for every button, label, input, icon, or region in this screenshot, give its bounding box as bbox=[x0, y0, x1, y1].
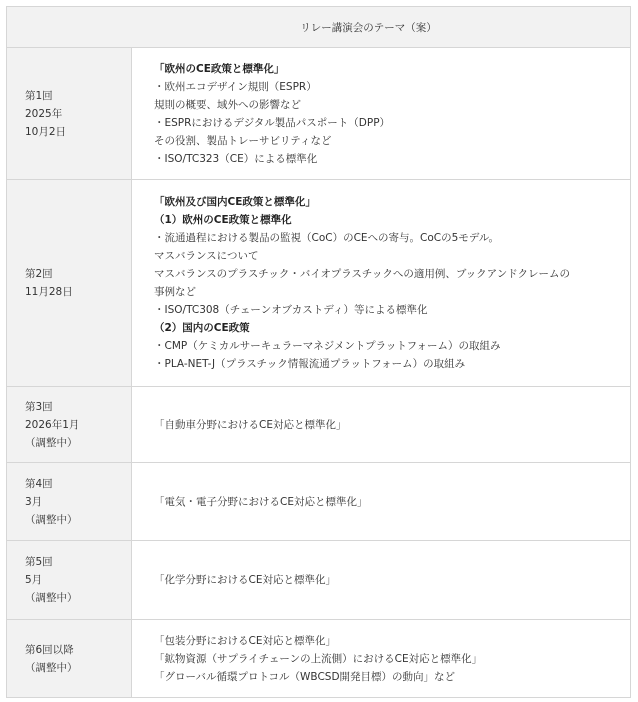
session-date-line: 第4回 bbox=[25, 477, 53, 490]
session-date-line: 第1回 bbox=[25, 89, 53, 102]
session-theme-cell bbox=[132, 463, 631, 541]
session-theme-cell bbox=[132, 541, 631, 620]
theme-text-line: マスバランスについて bbox=[154, 250, 259, 262]
table-row bbox=[7, 387, 631, 463]
theme-heading-line: （1）欧州のCE政策と標準化 bbox=[154, 214, 292, 226]
session-date-cell bbox=[7, 180, 132, 387]
session-date-cell bbox=[7, 48, 132, 180]
table-row bbox=[7, 48, 631, 180]
theme-column-header bbox=[7, 7, 631, 48]
theme-text-line: 「自動車分野におけるCE対応と標準化」 bbox=[154, 418, 347, 431]
theme-heading-line: 「欧州のCE政策と標準化」 bbox=[154, 62, 285, 75]
session-date-line: （調整中） bbox=[25, 661, 78, 674]
session-date-line: 3月 bbox=[25, 495, 43, 508]
session-date-line: 第6回以降 bbox=[25, 643, 74, 656]
session-date-line: 2026年1月 bbox=[25, 418, 80, 431]
session-date-cell bbox=[7, 463, 132, 541]
session-date-line: 11月28日 bbox=[25, 286, 73, 298]
theme-text-line: その役割、製品トレーサビリティなど bbox=[154, 134, 332, 147]
theme-text-line: ・ESPRにおけるデジタル製品パスポート（DPP） bbox=[154, 116, 391, 129]
table-row bbox=[7, 620, 631, 698]
theme-text-line: ・CMP（ケミカルサーキュラーマネジメントプラットフォーム）の取組み bbox=[154, 340, 501, 352]
lecture-schedule-table bbox=[6, 6, 631, 698]
theme-text-line: 「電気・電子分野におけるCE対応と標準化」 bbox=[154, 495, 368, 508]
theme-text-line: ・欧州エコデザイン規則（ESPR） bbox=[154, 80, 317, 93]
session-date-line: 10月2日 bbox=[25, 125, 67, 138]
theme-text-line: 規則の概要、域外への影響など bbox=[154, 98, 301, 111]
session-theme-cell bbox=[132, 180, 631, 387]
theme-column-header-label: リレー講演会のテーマ（案） bbox=[300, 21, 437, 34]
theme-heading-line: 「欧州及び国内CE政策と標準化」 bbox=[154, 196, 316, 208]
table-row bbox=[7, 180, 631, 387]
theme-text-line: 「グローバル循環プロトコル（WBCSD開発目標）の動向」など bbox=[154, 670, 456, 683]
session-date-line: （調整中） bbox=[25, 513, 78, 526]
table-row bbox=[7, 463, 631, 541]
session-date-line: 第3回 bbox=[25, 400, 53, 413]
theme-text-line: マスバランスのプラスチック・バイオプラスチックへの適用例、ブックアンドクレームの bbox=[154, 268, 571, 280]
session-theme-cell bbox=[132, 620, 631, 698]
session-date-cell bbox=[7, 541, 132, 620]
session-date-line: 5月 bbox=[25, 574, 43, 586]
session-date-line: （調整中） bbox=[25, 592, 78, 604]
theme-text-line: 「包装分野におけるCE対応と標準化」 bbox=[154, 634, 336, 647]
theme-text-line: 「化学分野におけるCE対応と標準化」 bbox=[154, 574, 336, 586]
session-theme-cell bbox=[132, 48, 631, 180]
table-row bbox=[7, 541, 631, 620]
session-theme-cell bbox=[132, 387, 631, 463]
table-header-row bbox=[7, 7, 631, 48]
table-body bbox=[7, 48, 631, 698]
session-date-cell bbox=[7, 620, 132, 698]
session-date-line: 2025年 bbox=[25, 107, 63, 120]
theme-text-line: ・ISO/TC308（チェーンオブカストディ）等による標準化 bbox=[154, 304, 428, 316]
session-date-cell bbox=[7, 387, 132, 463]
theme-text-line: ・PLA-NET-J（プラスチック情報流通プラットフォーム）の取組み bbox=[154, 358, 466, 370]
theme-text-line: 事例など bbox=[154, 286, 196, 298]
theme-text-line: 「鉱物資源（サプライチェーンの上流側）におけるCE対応と標準化」 bbox=[154, 652, 483, 665]
session-date-line: 第2回 bbox=[25, 268, 53, 280]
session-date-line: 第5回 bbox=[25, 556, 53, 568]
theme-text-line: ・流通過程における製品の監視（CoC）のCEへの寄与。CoCの5モデル。 bbox=[154, 232, 499, 244]
theme-text-line: ・ISO/TC323（CE）による標準化 bbox=[154, 152, 318, 165]
session-date-line: （調整中） bbox=[25, 436, 78, 449]
theme-heading-line: （2）国内のCE政策 bbox=[154, 322, 250, 334]
